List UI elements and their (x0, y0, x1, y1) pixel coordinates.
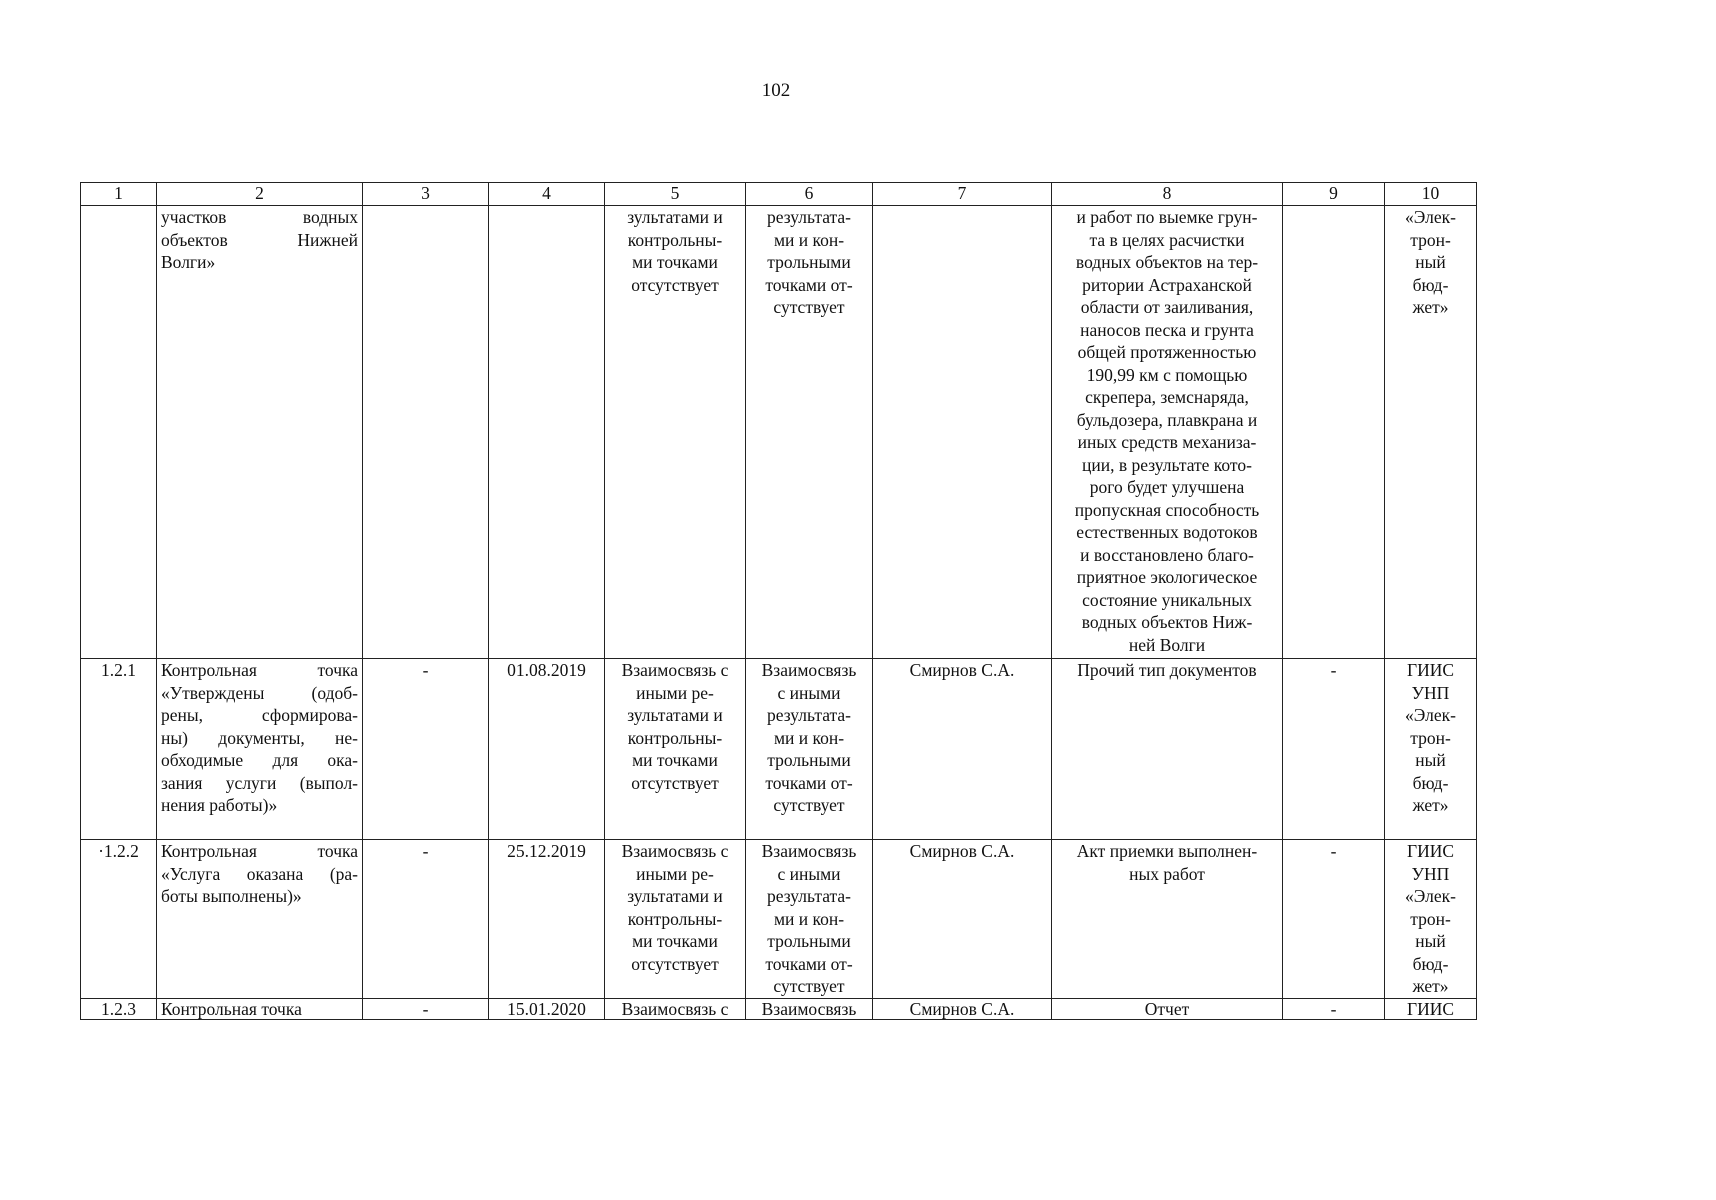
responsible-cell: Смирнов С.А. (873, 659, 1052, 840)
cell-line: результата- (767, 207, 851, 227)
cell-line: трольными (767, 252, 851, 272)
cell-line: Контрольная точка (161, 660, 358, 680)
cell-line: сутствует (773, 976, 845, 996)
responsible-cell: Смирнов С.А. (873, 840, 1052, 999)
cell-line: состояние уникальных (1082, 589, 1252, 610)
cell-line: Взаимосвязь с (621, 999, 729, 1019)
cell-line: ГИИС (1406, 841, 1455, 861)
cell-line: наносов песка и грунта (1080, 319, 1254, 340)
page-number: 102 (761, 80, 791, 101)
col3-cell (363, 206, 489, 659)
col3-cell: - (363, 659, 489, 840)
cell-line: точками от- (765, 953, 853, 974)
relation-results-cell (605, 999, 746, 1020)
cell-line: жет» (1412, 297, 1449, 317)
cell-line: Взаимосвязь (761, 999, 857, 1019)
cell-line: трон- (1410, 229, 1451, 250)
col9-cell: - (1283, 840, 1385, 999)
column-header: 5 (605, 183, 746, 206)
cell-line: ГИИС (1406, 999, 1455, 1019)
cell-line: жет» (1412, 976, 1449, 996)
cell-line: объектов Нижней (161, 229, 358, 250)
relation-points-cell (746, 206, 873, 659)
cell-line: ми точками (632, 931, 718, 951)
cell-line: области от заиливания, (1080, 297, 1254, 317)
column-header: 1 (81, 183, 157, 206)
cell-line: ный (1415, 252, 1446, 272)
cell-line: ми и кон- (773, 727, 845, 748)
cell-line: отсутствует (631, 772, 719, 793)
relation-points-cell (746, 999, 873, 1020)
cell-line: Прочий тип документов (1077, 660, 1257, 680)
cell-line: «Элек- (1405, 207, 1456, 227)
relation-points-cell (746, 659, 873, 840)
col3-cell: - (363, 999, 489, 1020)
item-name-cell (157, 659, 363, 840)
cell-line: ми и кон- (773, 229, 845, 250)
relation-results-cell (605, 659, 746, 840)
cell-line: Взаимосвязь с (621, 841, 729, 861)
cell-line: Контрольная точка (161, 999, 302, 1019)
cell-line: «Услуга оказана (ра- (161, 863, 358, 884)
cell-line: рого будет улучшена (1089, 477, 1245, 497)
date-cell (489, 206, 605, 659)
table-row (81, 840, 1477, 999)
cell-line: жет» (1412, 795, 1449, 815)
cell-line: ны) документы, не- (161, 727, 358, 748)
cell-line: бульдозера, плавкрана и (1076, 409, 1258, 430)
cell-line: Взаимосвязь с (621, 660, 729, 680)
cell-line: иных средств механиза- (1077, 432, 1257, 452)
cell-line: ГИИС (1406, 660, 1455, 680)
date-cell: 15.01.2020 (489, 999, 605, 1020)
cell-line: контрольны- (627, 908, 723, 929)
table-row (81, 999, 1477, 1020)
cell-line: зания услуги (выпол- (161, 772, 358, 793)
header-row (81, 183, 1477, 206)
col3-cell: - (363, 840, 489, 999)
cell-line: УНП (1411, 863, 1450, 884)
date-cell: 25.12.2019 (489, 840, 605, 999)
cell-line: трольными (767, 931, 851, 951)
cell-line: трон- (1410, 908, 1451, 929)
cell-line: ритории Астраханской (1082, 274, 1252, 295)
relation-results-cell (605, 840, 746, 999)
cell-line: Отчет (1144, 999, 1190, 1019)
item-number-cell: ·1.2.2 (81, 840, 157, 999)
cell-line: пропускная способность (1074, 499, 1260, 520)
cell-line: результата- (767, 886, 851, 906)
cell-line: Контрольная точка (161, 841, 358, 861)
cell-line: сутствует (773, 297, 845, 317)
cell-line: контрольны- (627, 229, 723, 250)
cell-line: скрепера, земснаряда, (1085, 387, 1249, 407)
cell-line: иными ре- (636, 682, 714, 703)
cell-line: ми точками (632, 750, 718, 770)
cell-line: нения работы)» (161, 795, 278, 815)
cell-line: ных работ (1129, 863, 1205, 884)
cell-line: трольными (767, 750, 851, 770)
cell-line: бюд- (1412, 953, 1449, 974)
info-system-cell (1385, 999, 1477, 1020)
item-name-cell (157, 999, 363, 1020)
cell-line: и работ по выемке грун- (1076, 207, 1258, 227)
cell-line: отсутствует (631, 274, 719, 295)
cell-line: ми точками (632, 252, 718, 272)
document-type-cell (1052, 206, 1283, 659)
document-type-cell (1052, 840, 1283, 999)
cell-line: ней Волги (1128, 634, 1206, 655)
cell-line: естественных водотоков (1076, 522, 1258, 542)
cell-line: та в целях расчистки (1089, 229, 1245, 250)
cell-line: общей протяженностью (1077, 342, 1257, 362)
document-type-cell (1052, 999, 1283, 1020)
col9-cell: - (1283, 999, 1385, 1020)
cell-line: контрольны- (627, 727, 723, 748)
cell-line: «Элек- (1405, 705, 1456, 725)
info-system-cell (1385, 840, 1477, 999)
cell-line: ный (1415, 750, 1446, 770)
cell-line: сутствует (773, 795, 845, 815)
cell-line: точками от- (765, 772, 853, 793)
cell-line: зультатами и (627, 886, 723, 906)
cell-line: «Утверждены (одоб- (161, 682, 358, 703)
info-system-cell (1385, 659, 1477, 840)
cell-line: ми и кон- (773, 908, 845, 929)
cell-line: бюд- (1412, 274, 1449, 295)
cell-line: результата- (767, 705, 851, 725)
item-name-cell (157, 840, 363, 999)
cell-line: водных объектов Ниж- (1081, 612, 1253, 632)
cell-line: и восстановлено благо- (1080, 544, 1254, 565)
date-cell: 01.08.2019 (489, 659, 605, 840)
cell-line: рены, сформирова- (161, 705, 358, 725)
document-type-cell (1052, 659, 1283, 840)
cell-line: УНП (1411, 682, 1450, 703)
cell-line: обходимые для ока- (161, 750, 358, 770)
cell-line: иными ре- (636, 863, 714, 884)
column-header: 8 (1052, 183, 1283, 206)
cell-line: ции, в результате кото- (1082, 454, 1252, 475)
cell-line: точками от- (765, 274, 853, 295)
item-number-cell (81, 206, 157, 659)
cell-line: с иными (777, 682, 841, 703)
item-number-cell: 1.2.3 (81, 999, 157, 1020)
table-row (81, 659, 1477, 840)
cell-line: зультатами и (627, 705, 723, 725)
cell-line: Акт приемки выполнен- (1076, 841, 1258, 861)
cell-line: Взаимосвязь (761, 660, 857, 680)
cell-line: «Элек- (1405, 886, 1456, 906)
item-name-cell (157, 206, 363, 659)
column-header: 6 (746, 183, 873, 206)
column-header: 7 (873, 183, 1052, 206)
column-header: 10 (1385, 183, 1477, 206)
cell-line: Волги» (161, 252, 216, 272)
relation-results-cell (605, 206, 746, 659)
cell-line: отсутствует (631, 953, 719, 974)
cell-line: с иными (777, 863, 841, 884)
schedule-table (80, 182, 1477, 1020)
column-header: 3 (363, 183, 489, 206)
cell-line: бюд- (1412, 772, 1449, 793)
column-header: 2 (157, 183, 363, 206)
cell-line: приятное экологическое (1076, 567, 1258, 587)
cell-line: боты выполнены)» (161, 886, 302, 906)
cell-line: трон- (1410, 727, 1451, 748)
column-header: 4 (489, 183, 605, 206)
cell-line: Взаимосвязь (761, 841, 857, 861)
table-row (81, 206, 1477, 659)
col9-cell (1283, 206, 1385, 659)
column-header: 9 (1283, 183, 1385, 206)
item-number-cell: 1.2.1 (81, 659, 157, 840)
col9-cell: - (1283, 659, 1385, 840)
cell-line: 190,99 км с помощью (1086, 364, 1248, 385)
responsible-cell: Смирнов С.А. (873, 999, 1052, 1020)
cell-line: участков водных (161, 207, 358, 227)
cell-line: ный (1415, 931, 1446, 951)
cell-line: зультатами и (627, 207, 723, 227)
relation-points-cell (746, 840, 873, 999)
cell-line: водных объектов на тер- (1075, 252, 1259, 272)
responsible-cell (873, 206, 1052, 659)
info-system-cell (1385, 206, 1477, 659)
